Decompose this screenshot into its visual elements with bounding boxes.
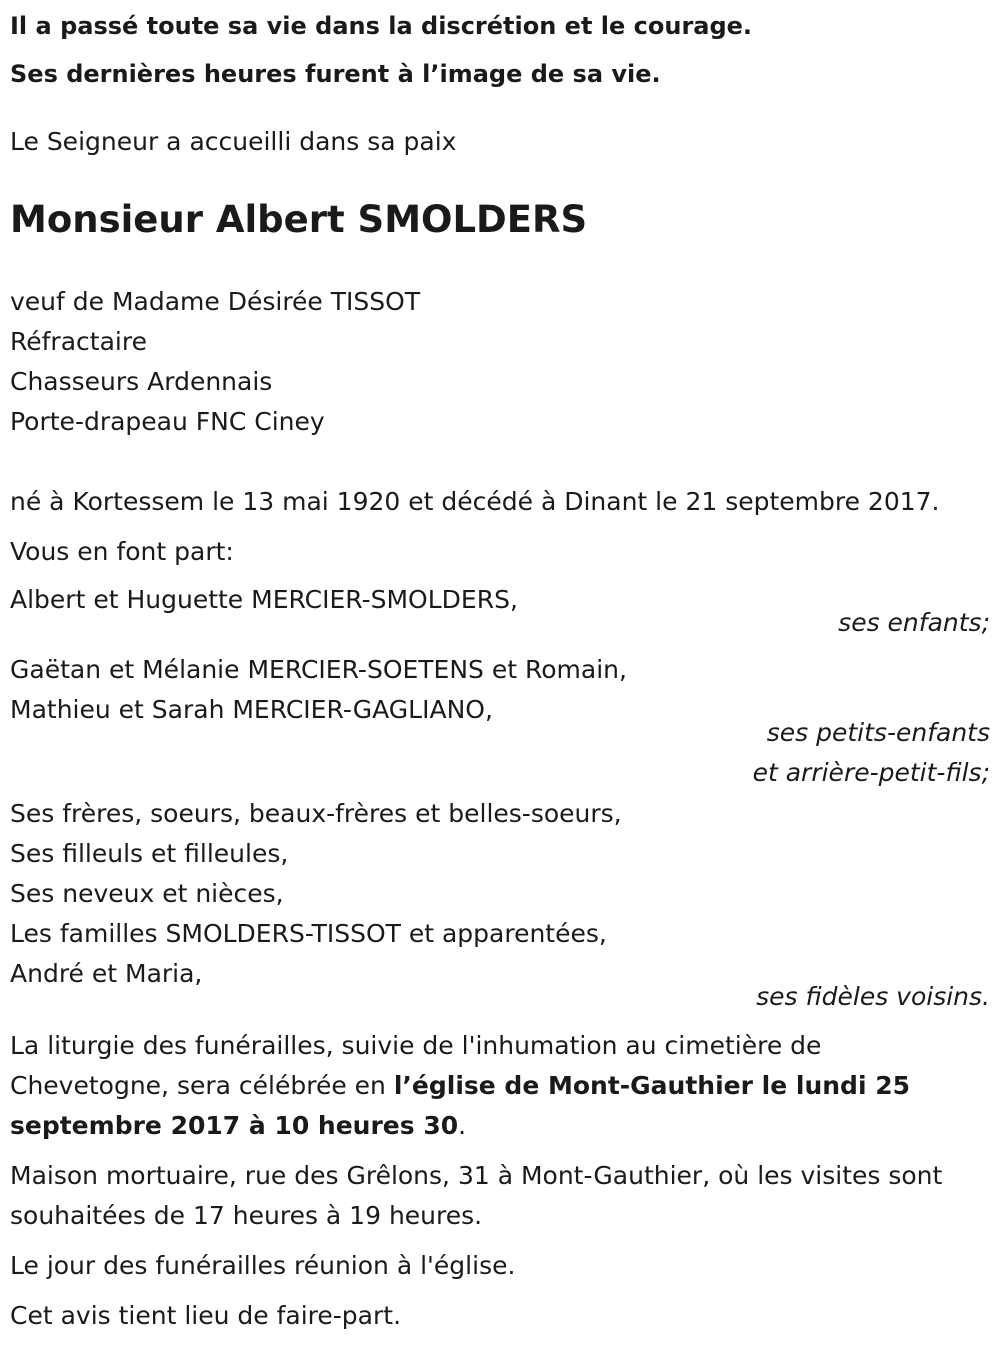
meeting-text: Le jour des funérailles réunion à l'église.: [10, 1251, 516, 1280]
bio-line: Porte-drapeau FNC Ciney: [10, 407, 325, 436]
epigraph-line: Ses dernières heures furent à l’image de sa vie.: [10, 60, 661, 88]
children-block: [10, 580, 990, 642]
relatives-block: [10, 794, 990, 1016]
epigraph-line: Il a passé toute sa vie dans la discrétion et le courage.: [10, 12, 753, 40]
closing-text: Cet avis tient lieu de faire-part.: [10, 1301, 402, 1330]
intro-text: Le Seigneur a accueilli dans sa paix: [10, 127, 457, 156]
relation-role: et arrière-petit-fils;: [752, 758, 990, 787]
epigraph: [10, 2, 990, 98]
family-name-line: André et Maria,: [10, 959, 203, 988]
bio-line: Réfractaire: [10, 327, 147, 356]
family-name-line: Ses filleuls et filleules,: [10, 839, 289, 868]
bio-block: [10, 282, 990, 442]
family-name-line: Les familles SMOLDERS-TISSOT et apparentées,: [10, 919, 607, 948]
relation-role: ses enfants;: [838, 608, 990, 637]
family-name-line: Ses neveux et nièces,: [10, 879, 284, 908]
obituary-notice: [10, 0, 990, 1336]
liturgy-text-end: .: [458, 1111, 467, 1140]
liturgy-church-datetime: l’église de Mont-Gauthier le lundi 25 septembre 2017 à 10 heures 30: [10, 1071, 911, 1140]
relation-role: ses fidèles voisins.: [756, 982, 990, 1011]
announce-text: Vous en font part:: [10, 537, 234, 566]
family-name-line: Ses frères, soeurs, beaux-frères et belles-soeurs,: [10, 799, 622, 828]
relation-role: ses petits-enfants: [766, 718, 990, 747]
family-name-line: Albert et Huguette MERCIER-SMOLDERS,: [10, 585, 518, 614]
bio-line: Chasseurs Ardennais: [10, 367, 273, 396]
mortuary-paragraph: Maison mortuaire, rue des Grêlons, 31 à Mont-Gauthier, où les visites sont souhaitées de 17 heures à 19 heures.: [10, 1161, 943, 1230]
liturgy-paragraph: [10, 1026, 985, 1146]
grandchildren-block: [10, 650, 990, 794]
birth-death-dates: né à Kortessem le 13 mai 1920 et décédé à Dinant le 21 septembre 2017.: [10, 487, 940, 516]
bio-line: veuf de Madame Désirée TISSOT: [10, 287, 421, 316]
liturgy-text: La liturgie des funérailles, suivie de l'inhumation au cimetière de Chevetogne, sera célébrée en: [10, 1031, 822, 1100]
family-name-line: Mathieu et Sarah MERCIER-GAGLIANO,: [10, 695, 493, 724]
deceased-name: Monsieur Albert SMOLDERS: [10, 198, 588, 241]
family-name-line: Gaëtan et Mélanie MERCIER-SOETENS et Romain,: [10, 655, 627, 684]
